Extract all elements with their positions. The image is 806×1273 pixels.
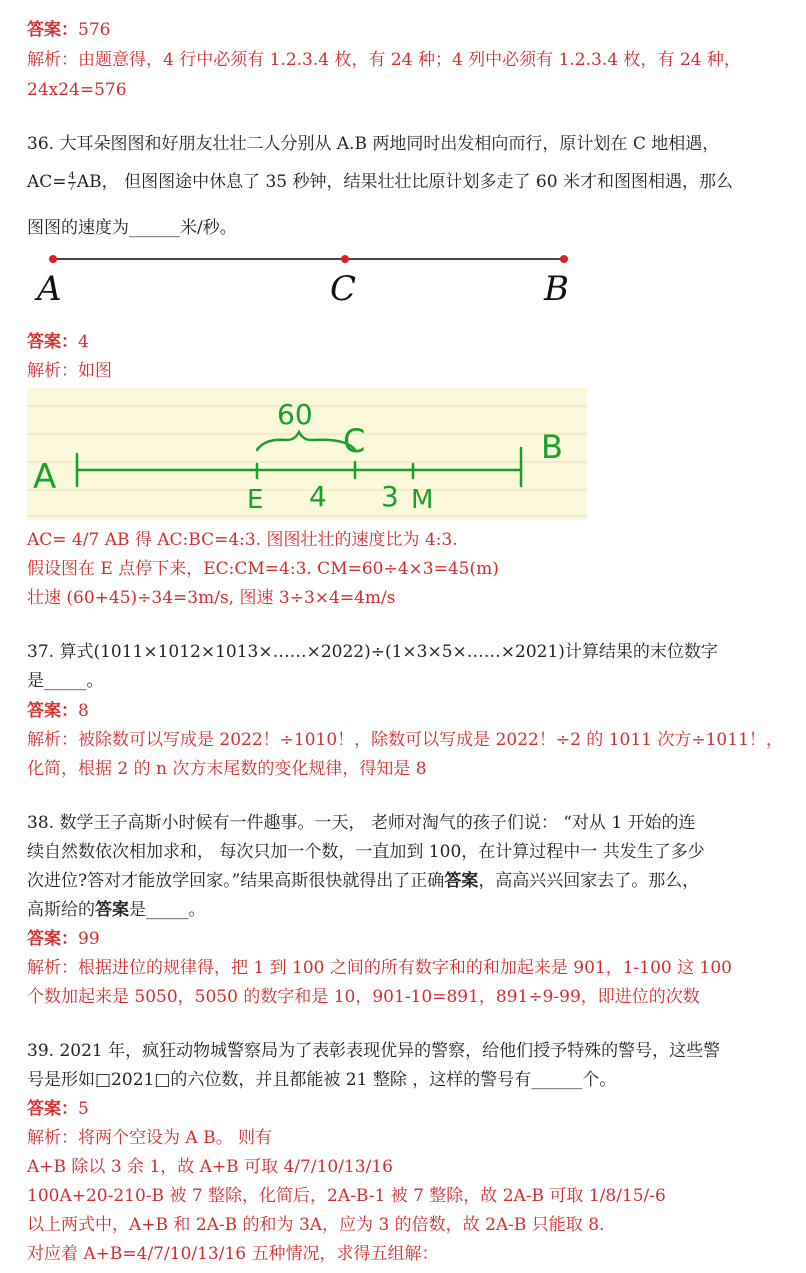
q38-line3-a: 次进位?答对才能放学回家。”结果高斯很快就得出了正确	[27, 871, 445, 891]
hw-label-c: C	[343, 422, 366, 460]
q36-line2-suffix: AB， 但图图途中休息了 35 秒钟，结果壮壮比原计划多走了 60 米才和图图相遇，那么	[76, 172, 733, 192]
analysis-39-line2: A+B 除以 3 余 1，故 A+B 可取 4/7/10/13/16	[27, 1157, 393, 1177]
answer-label: 答案：	[27, 20, 78, 40]
q36-line1: 36. 大耳朵图图和好朋友壮壮二人分别从 A.B 两地同时出发相向而行，原计划在 C 地相遇，	[27, 134, 720, 154]
answer-value: 576	[78, 20, 111, 40]
q37-line2: 是_____。	[27, 671, 104, 691]
q39-line1: 39. 2021 年，疯狂动物城警察局为了表彰表现优异的警察，给他们授予特殊的警号，这些警	[27, 1041, 721, 1061]
q38-line1: 38. 数学王子高斯小时候有一件趣事。一天， 老师对淘气的孩子们说： “对从 1 开始的连	[27, 813, 696, 833]
solution-36-line1: AC= 4/7 AB 得 AC:BC=4:3. 图图壮壮的速度比为 4:3.	[27, 530, 458, 550]
answer-label: 答案：	[27, 1099, 78, 1119]
label-a: A	[37, 269, 62, 309]
hw-label-b: B	[541, 428, 563, 466]
label-b: B	[544, 269, 569, 309]
analysis-39-line5: 对应着 A+B=4/7/10/13/16 五种情况，求得五组解：	[27, 1244, 439, 1264]
answer-37	[27, 700, 89, 722]
analysis-38-line2: 个数加起来是 5050，5050 的数字和是 10，901-10=891，891÷9-99，即进位的次数	[27, 987, 700, 1007]
analysis-35-line1: 解析：由题意得，4 行中必须有 1.2.3.4 枚，有 24 种；4 列中必须有 1.2.3.4 枚，有 24 种，	[27, 50, 741, 70]
hw-label-a: A	[33, 457, 57, 497]
segment-diagram-acb	[27, 248, 587, 323]
analysis-37-line1: 解析：被除数可以写成是 2022！÷1010！，除数可以写成是 2022！÷2 的 1011 次方÷1011！，	[27, 730, 783, 750]
fraction-numerator: 4	[68, 171, 75, 182]
q36-line2-prefix: AC=	[27, 172, 67, 192]
point-a	[49, 255, 57, 263]
q38-line2: 续自然数依次相加求和， 每次只加一个数，一直加到 100，在计算过程中一 共发生了多少	[27, 842, 705, 862]
fraction-4-7	[68, 172, 76, 193]
answer-39	[27, 1098, 89, 1120]
answer-38	[27, 928, 100, 950]
q38-line4-a: 高斯给的	[27, 900, 95, 920]
hw-label-60: 60	[277, 398, 313, 431]
answer-value: 5	[78, 1099, 89, 1119]
label-c: C	[330, 269, 357, 309]
q38-line3	[27, 870, 699, 892]
hw-label-m: M	[411, 485, 434, 515]
fraction-denominator: 7	[68, 182, 75, 193]
answer-label: 答案：	[27, 929, 78, 949]
analysis-39-line1: 解析：将两个空设为 A B。 则有	[27, 1128, 272, 1148]
brace-60	[257, 432, 355, 450]
point-b	[560, 255, 568, 263]
point-c	[341, 255, 349, 263]
q38-line4-bold: 答案	[95, 900, 129, 920]
solution-36-line2: 假设图在 E 点停下来，EC:CM=4:3. CM=60÷4×3=45(m)	[27, 559, 499, 579]
solution-36-line3: 壮速 (60+45)÷34=3m/s, 图速 3÷3×4=4m/s	[27, 588, 396, 608]
answer-label: 答案：	[27, 332, 78, 352]
hw-label-e: E	[247, 485, 264, 515]
q39-line2: 号是形如□2021□的六位数，并且都能被 21 整除 ，这样的警号有______个。	[27, 1070, 617, 1090]
hw-label-3: 3	[381, 480, 399, 513]
q38-line3-b: ，高高兴兴回家去了。那么，	[478, 871, 700, 891]
hw-label-4: 4	[309, 480, 327, 513]
q36-line3: 图图的速度为______米/秒。	[27, 218, 237, 238]
handwritten-diagram	[27, 388, 587, 520]
analysis-39-line4: 以上两式中，A+B 和 2A-B 的和为 3A，应为 3 的倍数，故 2A-B 只能取 8.	[27, 1215, 605, 1235]
q38-line4	[27, 899, 206, 921]
answer-35	[27, 19, 110, 41]
answer-value: 8	[78, 701, 89, 721]
answer-value: 4	[78, 332, 89, 352]
q38-line3-bold: 答案	[444, 871, 479, 891]
q36-line2	[27, 171, 733, 193]
q38-line4-b: 是_____。	[129, 900, 206, 920]
analysis-38-line1: 解析：根据进位的规律得，把 1 到 100 之间的所有数字和的和加起来是 901，1-100 这 100	[27, 958, 732, 978]
q37-line1: 37. 算式(1011×1012×1013×……×2022)÷(1×3×5×……×2021)计算结果的末位数字	[27, 642, 718, 662]
analysis-36-intro: 解析：如图	[27, 361, 112, 381]
analysis-39-line3: 100A+20-210-B 被 7 整除，化简后，2A-B-1 被 7 整除，故 2A-B 可取 1/8/15/-6	[27, 1186, 666, 1206]
answer-36	[27, 331, 89, 353]
answer-value: 99	[78, 929, 100, 949]
answer-label: 答案：	[27, 701, 78, 721]
analysis-35-line2: 24x24=576	[27, 80, 127, 100]
analysis-37-line2: 化简，根据 2 的 n 次方末尾数的变化规律，得知是 8	[27, 759, 427, 779]
